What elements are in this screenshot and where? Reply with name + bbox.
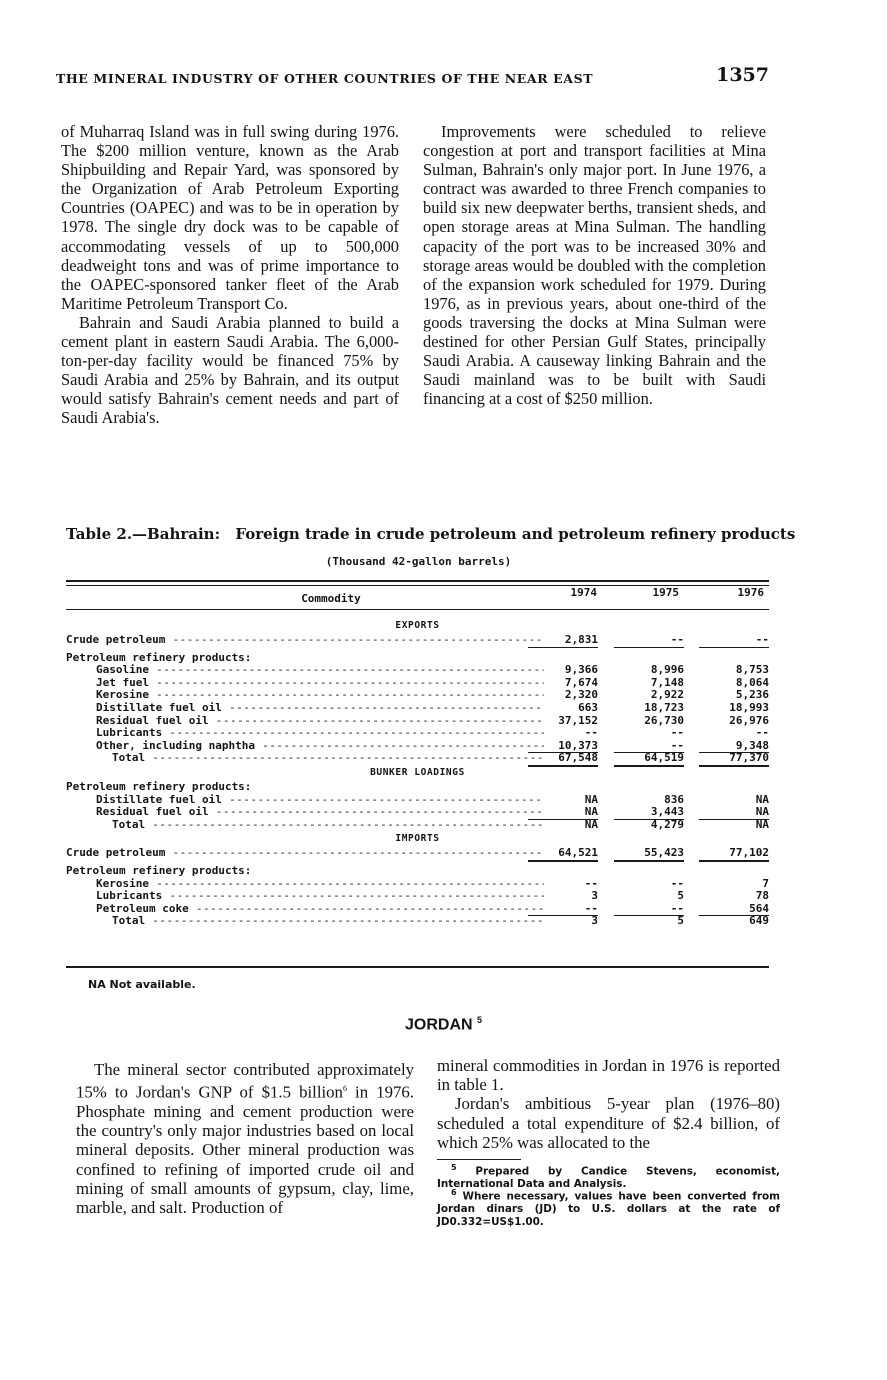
- table-header-rule: [66, 609, 769, 610]
- table-cell: 5: [677, 889, 684, 903]
- footnote: [437, 1187, 780, 1228]
- table-section-label: EXPORTS: [395, 620, 440, 631]
- table-cell: --: [528, 903, 598, 917]
- table-cell: 836: [664, 792, 684, 806]
- table-cell: --: [584, 876, 598, 890]
- table-cell: 26,976: [729, 713, 769, 727]
- table-section-label: BUNKER LOADINGS: [370, 766, 465, 778]
- table-cell: --: [699, 634, 769, 648]
- page-number: 1357: [716, 64, 769, 86]
- table-row-label: Total -----: [66, 819, 544, 832]
- table-row-label: Crude petroleum -----: [66, 634, 544, 647]
- footnote-text: Where necessary, values have been converted from Jordan dinars (JD) to U.S. dollars at the rate of JD0.332=US$1.00.: [437, 1190, 780, 1228]
- body-column-left: [61, 122, 399, 428]
- table-row: [66, 806, 769, 819]
- table-cell: NA: [755, 817, 769, 831]
- paragraph: mineral commodities in Jordan in 1976 is reported in table 1.: [437, 1056, 780, 1095]
- table-cell: 663: [578, 700, 598, 714]
- table-cell: 3,443: [614, 806, 684, 820]
- footnote-text: Prepared by Candice Stevens, economist, International Data and Analysis.: [437, 1165, 780, 1191]
- paragraph-text: in 1976. Phosphate mining and cement production were the country's only major industries based on local mineral deposits. Other mineral production was confined to refining of imported crude oil and mining of small amounts of gypsum, clay, lime, marble, and salt. Production of: [76, 1082, 414, 1218]
- table-cell: --: [670, 726, 684, 740]
- table-row: [66, 727, 769, 740]
- table-row-label: Petroleum refinery products:: [66, 651, 252, 664]
- column-header-commodity: Commodity: [301, 592, 361, 605]
- table-cell: --: [614, 903, 684, 917]
- table-row-label: Lubricants -----: [66, 890, 544, 903]
- table-cell: 7,674: [564, 675, 598, 689]
- body-column-right: [423, 122, 766, 408]
- table-cell: 7,148: [650, 675, 684, 689]
- table-caption-label: Table 2.—Bahrain:: [66, 525, 221, 543]
- table-row-label: Jet fuel -----: [66, 677, 544, 690]
- table-cell: 78: [755, 889, 769, 903]
- footnote-ref: 5: [477, 1015, 483, 1025]
- table-row-label: Kerosine -----: [66, 689, 544, 702]
- table-cell: 8,753: [735, 663, 769, 677]
- table-cell: 67,548: [528, 752, 598, 767]
- table-cell: --: [614, 740, 684, 754]
- table-cell: 77,102: [699, 847, 769, 862]
- running-title: THE MINERAL INDUSTRY OF OTHER COUNTRIES OF THE NEAR EAST: [56, 71, 594, 86]
- table-cell: 3: [591, 889, 598, 903]
- table-row-label: Gasoline -----: [66, 664, 544, 677]
- table-caption-title: Foreign trade in crude petroleum and petroleum refinery products: [235, 525, 796, 543]
- table-row: [66, 715, 769, 728]
- table-row: [66, 664, 769, 677]
- table-bottom-rule: [66, 966, 769, 968]
- table-cell: 64,519: [614, 752, 684, 767]
- footnote-mark: 6: [451, 1188, 457, 1197]
- jordan-column-left: [76, 1060, 414, 1217]
- paragraph-text: The mineral sector contributed approximately 15% to Jordan's GNP of $1.5 billion: [76, 1060, 414, 1102]
- table-caption: [66, 525, 796, 543]
- table-row: [66, 915, 769, 928]
- table-section-label: IMPORTS: [395, 833, 440, 845]
- table-header: [66, 586, 769, 608]
- column-header-year: 1974: [570, 586, 597, 599]
- table-cell: 8,064: [735, 675, 769, 689]
- table-top-rule: [66, 580, 769, 582]
- table-cell: NA: [584, 792, 598, 806]
- table-cell: 55,423: [614, 847, 684, 862]
- table-subtitle: (Thousand 42-gallon barrels): [325, 555, 512, 568]
- table-cell: 2,831: [528, 634, 598, 648]
- section-title: JORDAN: [404, 1016, 473, 1034]
- table-row-label: Distillate fuel oil -----: [66, 794, 544, 807]
- table-row-label: Kerosine -----: [66, 878, 544, 891]
- table-cell: 37,152: [558, 713, 598, 727]
- column-header-year: 1975: [652, 586, 679, 599]
- table-row-label: Petroleum refinery products:: [66, 780, 252, 793]
- table-row-label: Petroleum refinery products:: [66, 864, 252, 877]
- table-row: [66, 847, 769, 860]
- table-row-label: Other, including naphtha -----: [66, 740, 544, 753]
- table-cell: 4,279: [650, 817, 684, 831]
- table-cell: 7: [762, 876, 769, 890]
- table-cell: 3: [591, 914, 598, 928]
- table-cell: 2,922: [650, 688, 684, 702]
- table-row-label: Lubricants -----: [66, 727, 544, 740]
- table-row-label: Total -----: [66, 752, 544, 765]
- table-cell: 564: [699, 903, 769, 917]
- table-footnote: NA Not available.: [88, 978, 196, 991]
- table-cell: NA: [755, 792, 769, 806]
- table-row-label: Residual fuel oil -----: [66, 806, 544, 819]
- footnote-ref: 6: [342, 1084, 347, 1094]
- table-row-label: Residual fuel oil -----: [66, 715, 544, 728]
- table-row: [66, 781, 769, 794]
- table-cell: 5: [677, 914, 684, 928]
- table-row: [66, 903, 769, 916]
- table-cell: NA: [699, 806, 769, 820]
- table-row: [66, 878, 769, 891]
- section-heading: [0, 1015, 887, 1034]
- table-cell: NA: [528, 806, 598, 820]
- table-row: [66, 752, 769, 765]
- table-row-label: Total -----: [66, 915, 544, 928]
- table-cell: 9,348: [699, 740, 769, 754]
- column-header-year: 1976: [737, 586, 764, 599]
- paragraph: [76, 1060, 414, 1217]
- table-row: [66, 634, 769, 647]
- table-row-label: Distillate fuel oil -----: [66, 702, 544, 715]
- table-row: [66, 865, 769, 878]
- table-row: [66, 890, 769, 903]
- table-cell: 18,993: [729, 700, 769, 714]
- table-cell: 18,723: [644, 700, 684, 714]
- paragraph: Bahrain and Saudi Arabia planned to build a cement plant in eastern Saudi Arabia. The 6,000-ton-per-day facility would be financed 75% by Saudi Arabia and 25% by Bahrain, and its output would satisfy Bahrain's cement needs and part of Saudi Arabia's.: [61, 312, 399, 428]
- table-cell: 26,730: [644, 713, 684, 727]
- paragraph: Jordan's ambitious 5-year plan (1976–80) scheduled a total expenditure of $2.4 billion, of which 25% was allocated to the: [437, 1094, 780, 1152]
- footnote-mark: 5: [451, 1163, 457, 1172]
- table-cell: 10,373: [528, 740, 598, 754]
- table-cell: 5,236: [735, 688, 769, 702]
- table-cell: --: [670, 876, 684, 890]
- footnote-rule: [437, 1159, 521, 1160]
- table-cell: 2,320: [564, 688, 598, 702]
- table-cell: NA: [584, 817, 598, 831]
- table-cell: 9,366: [564, 663, 598, 677]
- table-row: [66, 702, 769, 715]
- table-body: [66, 618, 769, 928]
- table-cell: --: [755, 726, 769, 740]
- table-row: [66, 819, 769, 832]
- table-cell: --: [584, 726, 598, 740]
- table-cell: 77,370: [699, 752, 769, 767]
- table-cell: 8,996: [650, 663, 684, 677]
- table-cell: 64,521: [528, 847, 598, 862]
- running-header: [56, 64, 769, 90]
- jordan-column-right: [437, 1056, 780, 1152]
- paragraph: Improvements were scheduled to relieve congestion at port and transport facilities at Mina Sulman, Bahrain's only major port. In June 1976, a contract was awarded to three French companies to build six new deepwater berths, transient sheds, and open storage areas at Mina Sulman. The handling capacity of the port was to be increased 30% and storage areas would be doubled with the completion of the expansion work scheduled for 1979. During 1976, as in previous years, about one-third of the goods traversing the docks at Mina Sulman were destined for other Persian Gulf States, principally Saudi Arabia. A causeway linking Bahrain and the Saudi mainland was to be built with Saudi financing at a cost of $250 million.: [423, 122, 766, 409]
- table-row-label: Crude petroleum -----: [66, 847, 544, 860]
- paragraph: of Muharraq Island was in full swing during 1976. The $200 million venture, known as the Arab Shipbuilding and Repair Yard, was sponsored by the Organization of Arab Petroleum Exporting Countries (OAPEC) and was to be in operation by 1978. The single dry dock was to be capable of accommodating vessels of up to 500,000 deadweight tons and was of prime importance to the OAPEC-sponsored tanker fleet of the Arab Maritime Petroleum Transport Co.: [61, 122, 399, 313]
- table-row-label: Petroleum coke -----: [66, 903, 544, 916]
- table-cell: 649: [749, 914, 769, 928]
- table-cell: --: [614, 634, 684, 648]
